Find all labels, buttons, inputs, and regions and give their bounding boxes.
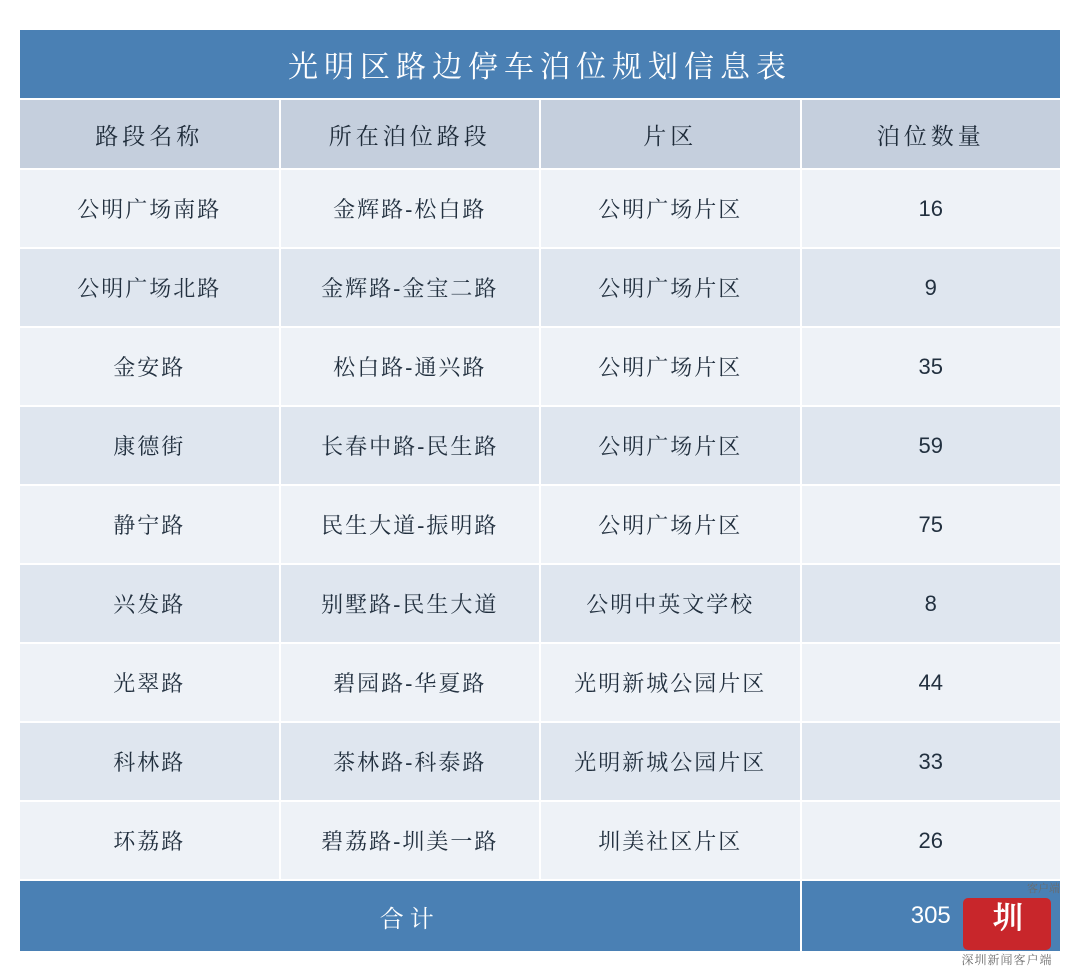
cell-road-name: 康德街 [19,406,280,485]
table-row [19,327,1061,406]
cell-road-name: 兴发路 [19,564,280,643]
cell-road-name: 光翠路 [19,643,280,722]
watermark [948,883,1066,967]
cell-count: 33 [801,722,1062,801]
cell-road-name: 公明广场北路 [19,248,280,327]
shenzhen-news-logo-icon [963,898,1051,950]
table-row [19,801,1061,880]
table-title: 光明区路边停车泊位规划信息表 [19,29,1061,99]
logo-glyph: 圳 [993,902,1021,935]
table-row [19,406,1061,485]
cell-section: 民生大道-振明路 [280,485,541,564]
cell-area: 公明广场片区 [540,485,801,564]
total-label: 合计 [19,880,801,952]
cell-count: 26 [801,801,1062,880]
cell-area: 公明广场片区 [540,406,801,485]
cell-count: 59 [801,406,1062,485]
table-row [19,485,1061,564]
table-header-row [19,99,1061,169]
cell-road-name: 科林路 [19,722,280,801]
column-header-road-name: 路段名称 [19,99,280,169]
cell-count: 8 [801,564,1062,643]
cell-count: 35 [801,327,1062,406]
column-header-count: 泊位数量 [801,99,1062,169]
cell-road-name: 环荔路 [19,801,280,880]
cell-section: 金辉路-松白路 [280,169,541,248]
cell-area: 公明广场片区 [540,248,801,327]
cell-section: 茶林路-科泰路 [280,722,541,801]
cell-section: 长春中路-民生路 [280,406,541,485]
table-row [19,248,1061,327]
cell-road-name: 公明广场南路 [19,169,280,248]
cell-count: 44 [801,643,1062,722]
watermark-corner-text: 客户端 [1027,883,1060,895]
parking-plan-table [18,28,1062,953]
cell-area: 公明广场片区 [540,169,801,248]
cell-area: 光明新城公园片区 [540,643,801,722]
cell-section: 别墅路-民生大道 [280,564,541,643]
table-row [19,722,1061,801]
cell-count: 9 [801,248,1062,327]
parking-table-container [18,28,1062,953]
cell-area: 公明中英文学校 [540,564,801,643]
cell-section: 碧园路-华夏路 [280,643,541,722]
cell-area: 公明广场片区 [540,327,801,406]
table-total-row [19,880,1061,952]
cell-section: 金辉路-金宝二路 [280,248,541,327]
column-header-area: 片区 [540,99,801,169]
table-row [19,564,1061,643]
cell-section: 碧荔路-圳美一路 [280,801,541,880]
watermark-caption: 深圳新闻客户端 [961,953,1053,967]
cell-road-name: 金安路 [19,327,280,406]
table-row [19,643,1061,722]
cell-section: 松白路-通兴路 [280,327,541,406]
cell-count: 16 [801,169,1062,248]
table-row [19,169,1061,248]
cell-area: 光明新城公园片区 [540,722,801,801]
table-title-row [19,29,1061,99]
cell-area: 圳美社区片区 [540,801,801,880]
cell-road-name: 静宁路 [19,485,280,564]
cell-count: 75 [801,485,1062,564]
total-value: 305 [801,880,1062,952]
column-header-section: 所在泊位路段 [280,99,541,169]
